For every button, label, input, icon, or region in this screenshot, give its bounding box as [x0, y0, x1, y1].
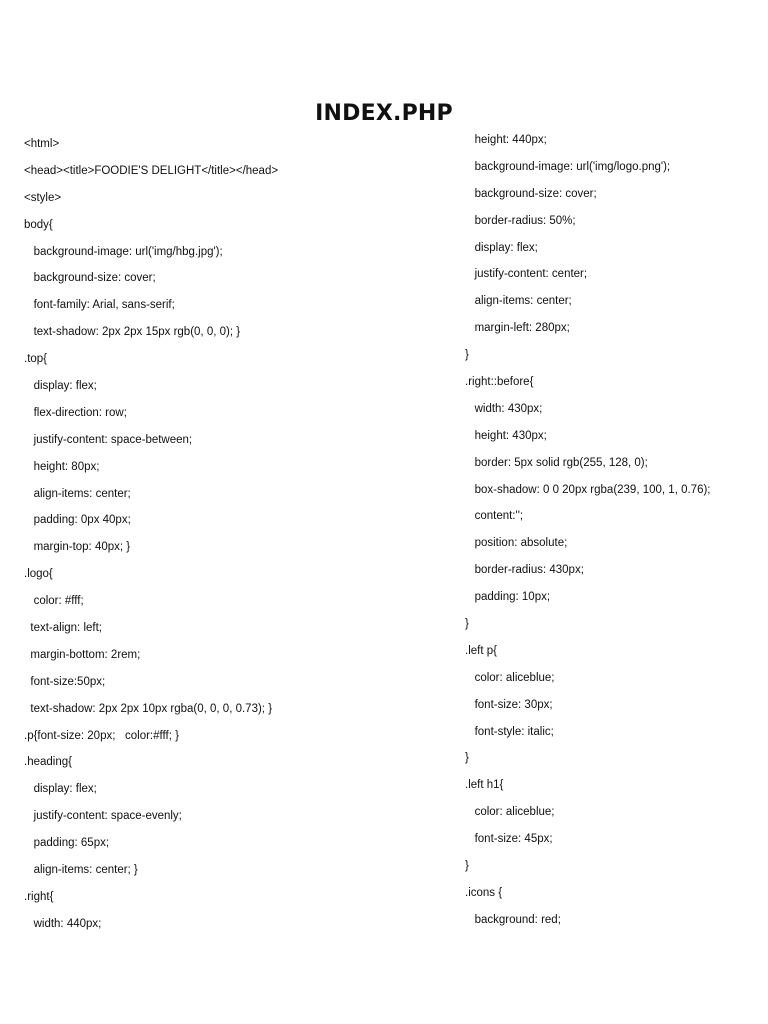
- code-line: width: 430px;: [465, 402, 543, 415]
- code-line: border: 5px solid rgb(255, 128, 0);: [465, 456, 648, 469]
- code-line: .top{: [24, 353, 48, 366]
- code-line: padding: 65px;: [24, 837, 110, 850]
- code-line: font-size: 45px;: [465, 833, 553, 846]
- code-line: }: [465, 752, 469, 765]
- code-line: <head><title>FOODIE'S DELIGHT</title></head>: [24, 164, 279, 177]
- code-line: content:'';: [465, 510, 524, 523]
- code-line: <style>: [24, 191, 62, 204]
- code-line: color: aliceblue;: [465, 806, 555, 819]
- code-line: .icons {: [465, 886, 503, 899]
- code-line: text-shadow: 2px 2px 15px rgb(0, 0, 0); }: [24, 326, 241, 339]
- code-line: padding: 0px 40px;: [24, 514, 131, 527]
- code-line: }: [465, 860, 469, 873]
- code-line: flex-direction: row;: [24, 406, 127, 419]
- code-line: .p{font-size: 20px; color:#fff; }: [24, 729, 179, 742]
- code-line: border-radius: 50%;: [465, 214, 576, 227]
- code-line: .left h1{: [465, 779, 504, 792]
- code-line: height: 440px;: [465, 134, 547, 146]
- code-line: }: [465, 618, 469, 631]
- code-line: background-image: url('img/logo.png');: [465, 160, 671, 173]
- code-line: text-shadow: 2px 2px 10px rgba(0, 0, 0, 0.73); }: [24, 702, 273, 715]
- code-line: background: red;: [465, 913, 561, 926]
- code-line: font-family: Arial, sans-serif;: [24, 299, 175, 312]
- code-line: .heading{: [24, 756, 72, 769]
- code-line: align-items: center;: [24, 487, 131, 500]
- code-line: color: #fff;: [24, 595, 84, 608]
- code-line: background-size: cover;: [24, 272, 156, 285]
- code-line: .right::before{: [465, 376, 534, 389]
- code-line: font-size: 30px;: [465, 698, 553, 711]
- code-line: justify-content: space-evenly;: [24, 810, 182, 823]
- code-line: position: absolute;: [465, 537, 568, 550]
- code-line: .right{: [24, 890, 54, 903]
- code-line: align-items: center; }: [24, 864, 138, 877]
- code-line: border-radius: 430px;: [465, 564, 584, 577]
- code-line: display: flex;: [24, 783, 97, 796]
- code-column-right: [465, 127, 711, 934]
- code-line: color: aliceblue;: [465, 671, 555, 684]
- code-line: height: 430px;: [465, 429, 547, 442]
- page-title: INDEX.PHP: [315, 100, 453, 126]
- code-line: margin-bottom: 2rem;: [24, 648, 141, 661]
- code-line: font-style: italic;: [465, 725, 554, 738]
- code-line: width: 440px;: [24, 917, 102, 930]
- code-line: text-align: left;: [24, 622, 102, 635]
- code-line: display: flex;: [24, 380, 97, 393]
- code-line: font-size:50px;: [24, 675, 106, 688]
- code-line: margin-top: 40px; }: [24, 541, 131, 554]
- code-line: justify-content: space-between;: [24, 433, 193, 446]
- code-line: box-shadow: 0 0 20px rgba(239, 100, 1, 0.76);: [465, 483, 711, 496]
- code-line: background-image: url('img/hbg.jpg');: [24, 245, 223, 258]
- code-line: background-size: cover;: [465, 187, 597, 200]
- code-line: <html>: [24, 138, 60, 150]
- code-line: justify-content: center;: [465, 268, 588, 281]
- code-line: margin-left: 280px;: [465, 322, 570, 335]
- code-line: align-items: center;: [465, 295, 572, 308]
- code-line: body{: [24, 218, 53, 231]
- code-line: .logo{: [24, 568, 53, 581]
- code-column-left: [24, 131, 278, 938]
- code-line: padding: 10px;: [465, 591, 551, 604]
- code-line: .left p{: [465, 644, 497, 657]
- code-line: display: flex;: [465, 241, 538, 254]
- code-line: }: [465, 349, 469, 362]
- code-line: height: 80px;: [24, 460, 100, 473]
